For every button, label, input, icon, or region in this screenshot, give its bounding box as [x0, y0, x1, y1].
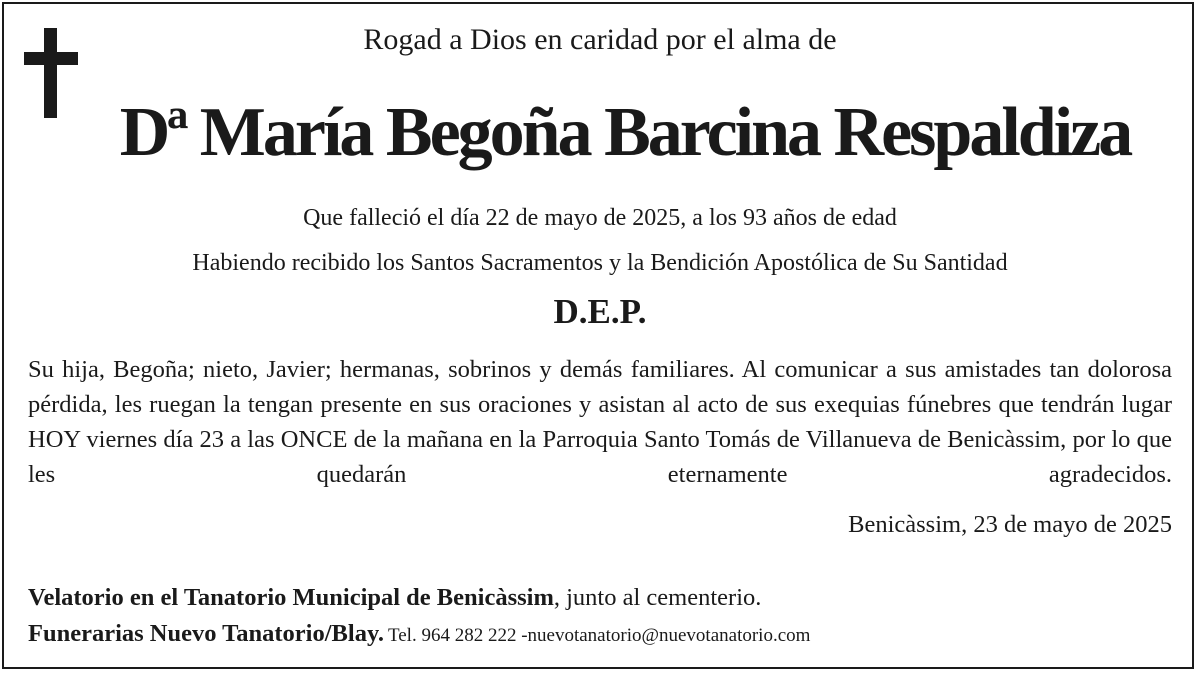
velatorio-location: Velatorio en el Tanatorio Municipal de Benicàssim: [28, 584, 554, 611]
intro-line: Rogad a Dios en caridad por el alma de: [363, 23, 837, 56]
family-message: Su hija, Begoña; nieto, Javier; hermanas, sobrinos y demás familiares. Al comunicar a sus amistades tan dolorosa pérdida, les ruegan la tengan presente en sus oraciones y asistan al acto de sus exequias fúnebres que tendrán lugar HOY viernes día 23 a las ONCE de la mañana en la Parroquia Santo Tomás de Villanueva de Benicàssim, por lo que les quedarán eternamente agradecidos.: [28, 356, 1172, 488]
deceased-name: Dª María Begoña Barcina Respaldiza: [119, 94, 1131, 171]
sacraments-line: Habiendo recibido los Santos Sacramentos y la Bendición Apostólica de Su Santidad: [192, 250, 1008, 276]
funeraria-contact: Tel. 964 282 222 -nuevotanatorio@nuevotanatorio.com: [387, 625, 811, 646]
death-info: Que falleció el día 22 de mayo de 2025, a los 93 años de edad: [303, 205, 897, 231]
funeraria-name: Funerarias Nuevo Tanatorio/Blay.: [28, 620, 384, 647]
velatorio-detail: , junto al cementerio.: [553, 584, 762, 611]
velatorio-line: [28, 582, 761, 614]
place-date: Benicàssim, 23 de mayo de 2025: [848, 511, 1172, 538]
dep-heading: D.E.P.: [553, 292, 647, 331]
funeraria-line: [28, 618, 810, 653]
